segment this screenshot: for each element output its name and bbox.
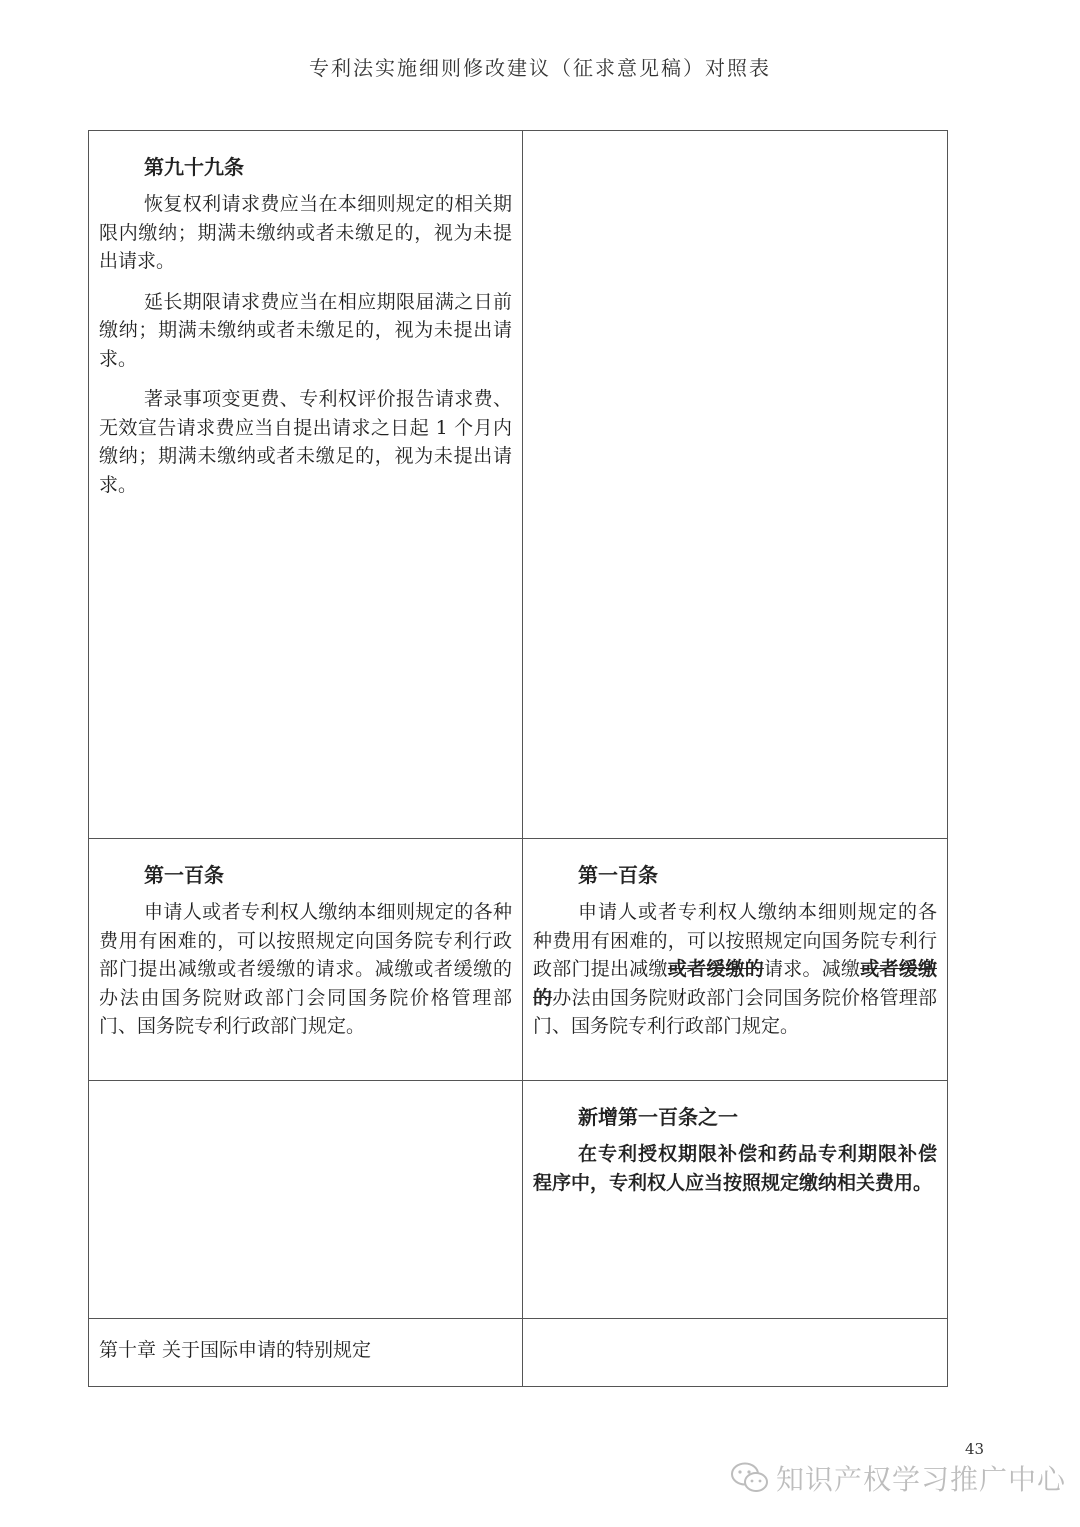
article-paragraph: 延长期限请求费应当在相应期限届满之日前缴纳；期满未缴纳或者未缴足的，视为未提出请求。 xyxy=(99,290,512,370)
page-title: 专利法实施细则修改建议（征求意见稿）对照表 xyxy=(309,56,771,80)
watermark xyxy=(730,1458,1066,1498)
table-cell-original xyxy=(89,839,523,1081)
table-cell-original xyxy=(89,1319,523,1387)
text-segment: 办法由国务院财政部门会同国务院价格管理部门、国务院专利行政部门规定。 xyxy=(533,986,937,1037)
table-cell-revised xyxy=(523,1081,948,1319)
article-paragraph-new: 在专利授权期限补偿和药品专利期限补偿程序中，专利权人应当按照规定缴纳相关费用。 xyxy=(533,1143,937,1194)
table-cell-original xyxy=(89,131,523,839)
table-row xyxy=(89,839,948,1081)
article-paragraph: 申请人或者专利权人缴纳本细则规定的各种费用有困难的，可以按照规定向国务院专利行政部门提出减缴或者缓缴的请求。减缴或者缓缴的办法由国务院财政部门会同国务院价格管理部门、国务院专利行政部门规定。 xyxy=(99,901,512,1037)
table-row xyxy=(89,1319,948,1387)
article-paragraph-revised xyxy=(533,898,937,1041)
text-segment: 请求。减缴 xyxy=(763,958,861,980)
article-title: 第一百条 xyxy=(144,863,224,887)
table-cell-revised xyxy=(523,839,948,1081)
table-row xyxy=(89,1081,948,1319)
article-title: 第九十九条 xyxy=(144,155,244,179)
chapter-heading: 第十章 关于国际申请的特别规定 xyxy=(99,1339,372,1361)
wechat-icon xyxy=(730,1461,770,1495)
page-number: 43 xyxy=(965,1440,985,1458)
table-row xyxy=(89,131,948,839)
deleted-text: 或者缓缴的 xyxy=(667,958,764,980)
comparison-table xyxy=(88,130,948,1387)
table-cell-revised xyxy=(523,1319,948,1387)
article-title: 新增第一百条之一 xyxy=(578,1105,738,1129)
article-paragraph: 著录事项变更费、专利权评价报告请求费、无效宣告请求费应当自提出请求之日起 1 个月内缴纳；期满未缴纳或者未缴足的，视为未提出请求。 xyxy=(99,388,512,496)
text-segment: 申请人或者专利权人缴纳本细则规定的各种费用有困难的，可以按照规定向国务院专利行政部门提出减缴 xyxy=(533,901,937,980)
article-title: 第一百条 xyxy=(578,863,658,887)
table-cell-revised xyxy=(523,131,948,839)
deleted-text: 或者缓缴的 xyxy=(533,958,937,1009)
article-paragraph: 恢复权利请求费应当在本细则规定的相关期限内缴纳；期满未缴纳或者未缴足的，视为未提出请求。 xyxy=(99,193,512,272)
watermark-text: 知识产权学习推广中心 xyxy=(776,1463,1067,1496)
table-cell-original xyxy=(89,1081,523,1319)
